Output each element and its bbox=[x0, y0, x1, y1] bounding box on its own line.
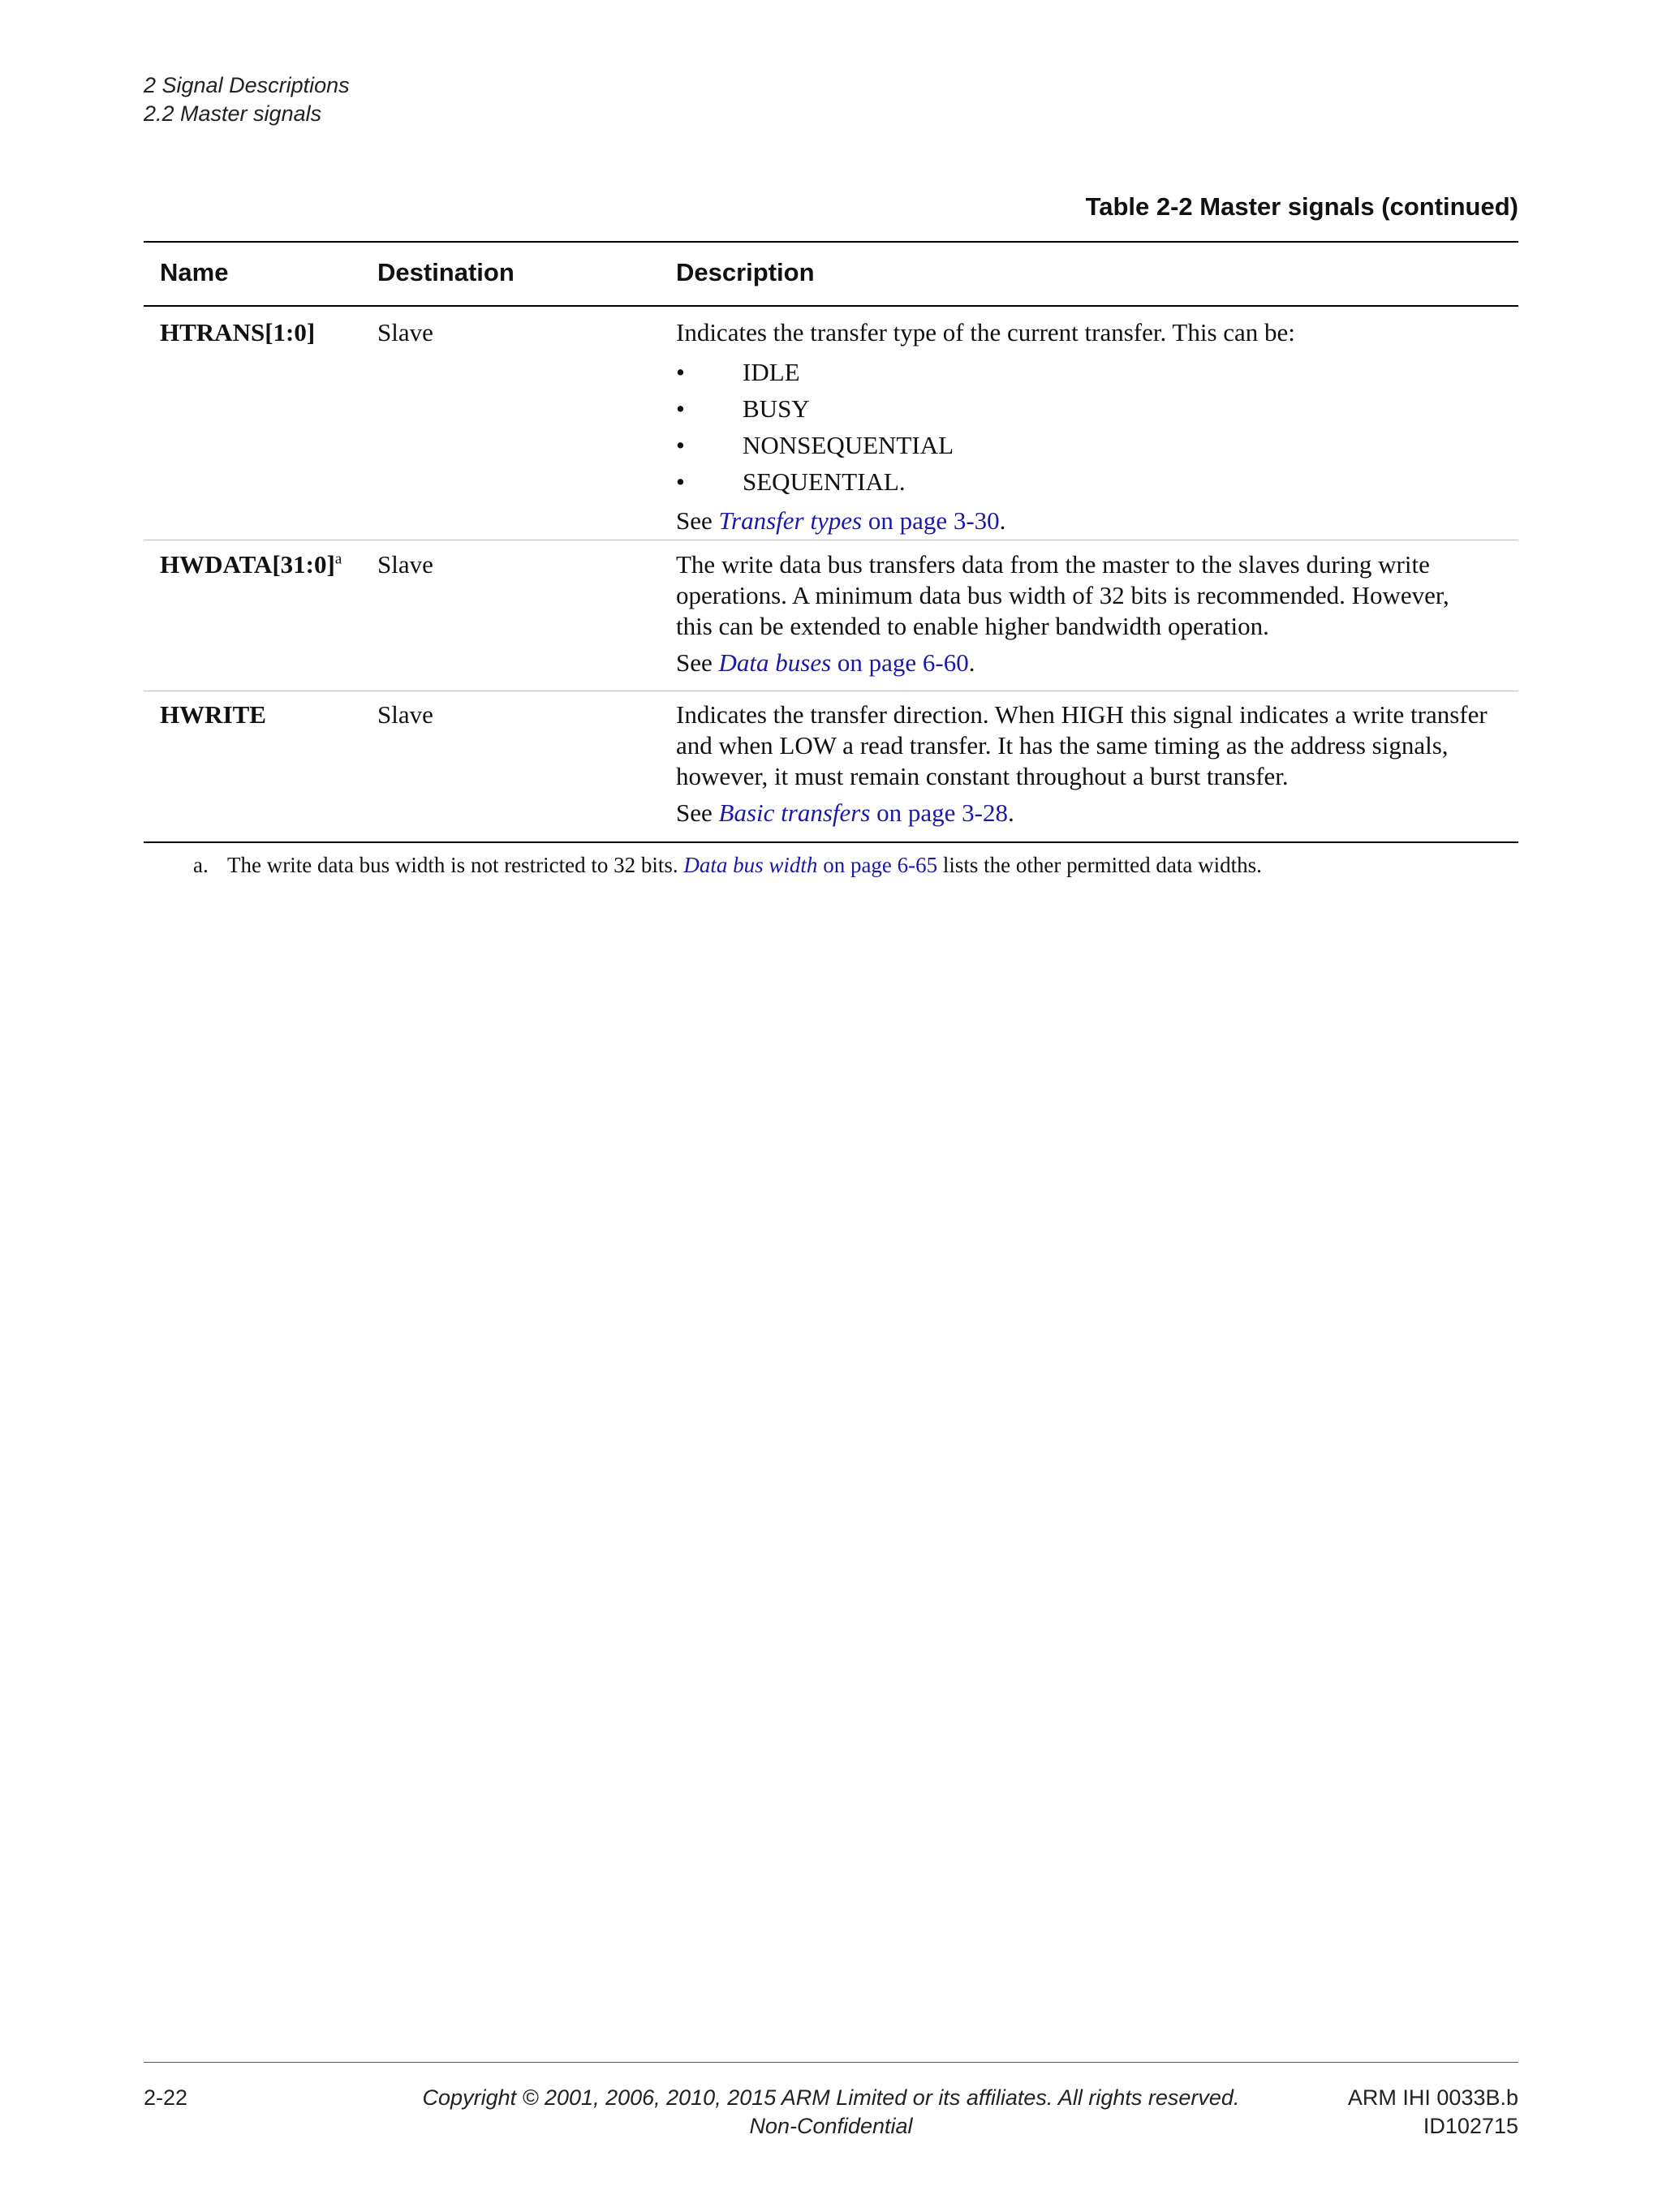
transfer-types-link[interactable]: Transfer types on page 3-30 bbox=[718, 506, 1000, 535]
copyright-notice: Copyright © 2001, 2006, 2010, 2015 ARM Limited or its affiliates. All rights reserved. bbox=[422, 2085, 1240, 2110]
footer-page-number: 2-22 bbox=[144, 2085, 188, 2110]
table-row-htrans-name: HTRANS[1:0] bbox=[160, 318, 316, 346]
table-row-hwdata-destination: Slave bbox=[377, 550, 433, 579]
column-header-description: Description bbox=[676, 258, 815, 286]
footer-document-id bbox=[1348, 2084, 1518, 2141]
footer-rule bbox=[144, 2062, 1518, 2063]
bullet-glyph: • bbox=[676, 467, 685, 496]
chapter-title: 2 Signal Descriptions bbox=[144, 73, 350, 97]
table-row-htrans-destination: Slave bbox=[377, 318, 433, 346]
hwdata-see-also: See Data buses on page 6-60. bbox=[676, 648, 975, 677]
basic-transfers-link[interactable]: Basic transfers on page 3-28 bbox=[718, 798, 1008, 827]
table-bottom-rule bbox=[144, 841, 1518, 843]
table-row-hwdata-name: HWDATA[31:0]$^a$ bbox=[160, 550, 342, 579]
table-footnote: a. The write data bus width is not restricted to 32 bits. Data bus width on page 6-65 lists the other permitted data widths. bbox=[193, 853, 1262, 877]
list-item: • SEQUENTIAL. bbox=[676, 463, 1488, 500]
htrans-see-also: See Transfer types on page 3-30. bbox=[676, 506, 1006, 535]
footnote-mark[interactable]: a bbox=[334, 550, 342, 568]
table-row-hwrite-destination: Slave bbox=[377, 700, 433, 729]
htrans-intro: Indicates the transfer type of the current transfer. This can be: bbox=[676, 318, 1295, 346]
table-row-hwrite-name: HWRITE bbox=[160, 700, 266, 729]
document-version: ID102715 bbox=[1423, 2114, 1518, 2138]
confidentiality-notice: Non-Confidential bbox=[749, 2114, 913, 2138]
running-header bbox=[144, 71, 350, 128]
section-title: 2.2 Master signals bbox=[144, 101, 322, 126]
list-item: • BUSY bbox=[676, 390, 1488, 427]
hwrite-see-also: See Basic transfers on page 3-28. bbox=[676, 798, 1014, 827]
hwrite-text: Indicates the transfer direction. When HIGH this signal indicates a write transfer and when LOW a read transfer. It has the same timing as the address signals, however, it must remain constant throughout a burst transfer. bbox=[676, 700, 1488, 790]
table-top-rule bbox=[144, 241, 1518, 243]
data-buses-link[interactable]: Data buses on page 6-60 bbox=[718, 648, 969, 677]
table-row-hwrite-description bbox=[676, 699, 1488, 834]
bullet-glyph: • bbox=[676, 358, 685, 386]
bullet-glyph: • bbox=[676, 394, 685, 423]
hwdata-text: The write data bus transfers data from the master to the slaves during write operations. A minimum data bus width of 32 bits is recommended. However, this can be extended to enable higher bandwidth operation. bbox=[676, 550, 1449, 640]
footnote-label: a. bbox=[193, 853, 209, 877]
transfer-type-list bbox=[676, 354, 1488, 500]
table-header-rule bbox=[144, 305, 1518, 307]
bullet-glyph: • bbox=[676, 431, 685, 459]
table-row-htrans-description bbox=[676, 317, 1488, 542]
table-row-hwdata-description bbox=[676, 549, 1488, 684]
table-caption: Table 2-2 Master signals (continued) bbox=[1085, 192, 1518, 221]
column-header-destination: Destination bbox=[377, 258, 515, 286]
list-item: • IDLE bbox=[676, 354, 1488, 390]
document-number: ARM IHI 0033B.b bbox=[1347, 2085, 1518, 2110]
list-item: • NONSEQUENTIAL bbox=[676, 427, 1488, 463]
column-header-name: Name bbox=[160, 258, 229, 286]
data-bus-width-link[interactable]: Data bus width on page 6-65 bbox=[683, 853, 938, 877]
